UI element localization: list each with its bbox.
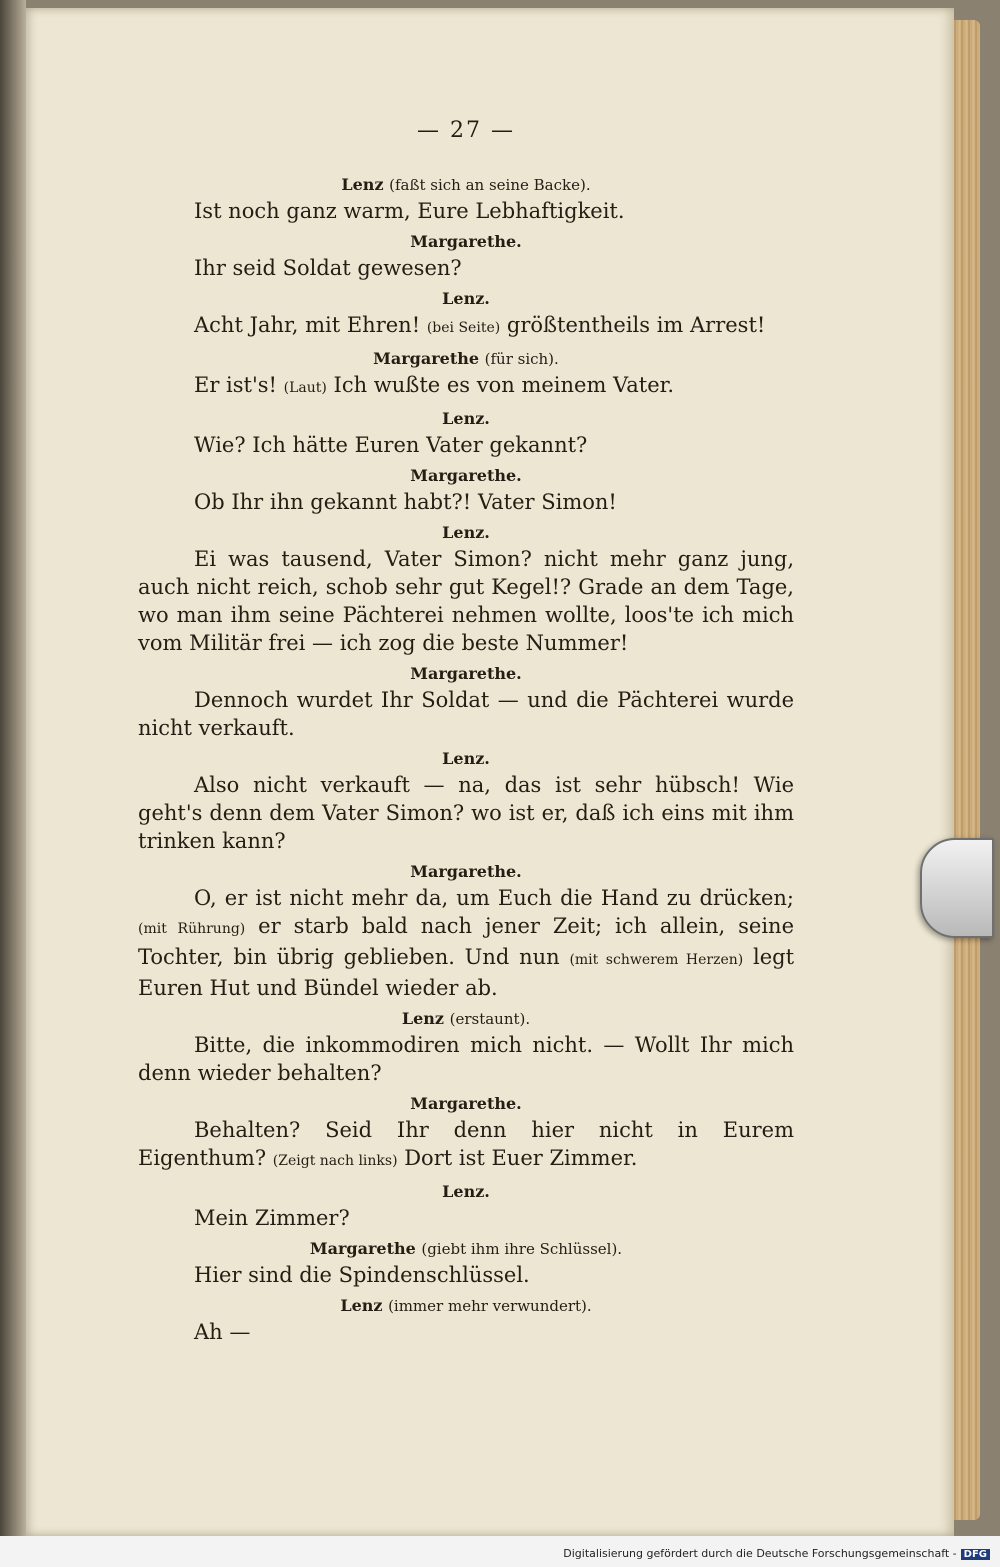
spoken-line: Ob Ihr ihn gekannt habt?! Vater Simon!	[194, 490, 617, 514]
speaker-name: Lenz	[340, 1296, 383, 1315]
dialogue-block	[138, 747, 794, 855]
speaker-heading: Lenz.	[442, 749, 490, 768]
speaker-name: Margarethe	[373, 349, 480, 368]
speaker-heading: Lenz.	[442, 409, 490, 428]
dfg-logo: DFG	[961, 1549, 990, 1560]
stage-direction: (immer mehr verwundert).	[388, 1297, 592, 1315]
speaker-heading: Lenz.	[442, 289, 490, 308]
stage-direction: (mit schwerem Herzen)	[569, 952, 744, 968]
spoken-line	[138, 884, 794, 1002]
line-text: Ich wußte es von meinem Vater.	[326, 373, 675, 397]
digitization-credit	[563, 1547, 990, 1560]
spoken-line	[138, 371, 794, 402]
speaker-heading: Margarethe.	[410, 862, 522, 881]
dialogue-block	[138, 347, 794, 402]
stage-direction: (giebt ihm ihre Schlüssel).	[421, 1240, 623, 1258]
dialogue-block	[138, 1180, 794, 1232]
spoken-line: Ihr seid Soldat gewesen?	[194, 256, 462, 280]
stage-direction: (bei Seite)	[426, 320, 501, 336]
spoken-line: Ei was tausend, Vater Simon? nicht mehr ganz jung, auch nicht reich, schob sehr gut Kegel!? Grade an dem Tage, wo man ihm seine Pächterei nehmen wollte, loos'te ich mich vom Militär frei — ich zog die beste Nummer!	[138, 547, 794, 655]
dialogue-block	[138, 1294, 794, 1346]
speaker-heading	[138, 1007, 794, 1031]
line-text: O, er ist nicht mehr da, um Euch die Hand zu drücken;	[194, 886, 794, 910]
spoken-line: Mein Zimmer?	[194, 1206, 350, 1230]
dialogue-block	[138, 173, 794, 225]
speaker-heading: Margarethe.	[410, 466, 522, 485]
spoken-line	[138, 311, 794, 342]
dialogue-block	[138, 860, 794, 1002]
line-text: Acht Jahr, mit Ehren!	[194, 313, 427, 337]
line-text: Behalten? Seid Ihr denn hier nicht in Eurem Eigenthum?	[138, 1118, 794, 1170]
stage-direction: (Zeigt nach links)	[272, 1153, 398, 1169]
speaker-name: Margarethe	[309, 1239, 416, 1258]
stage-direction: (erstaunt).	[449, 1010, 531, 1028]
speaker-name: Lenz	[341, 175, 384, 194]
line-text: er starb bald nach jener Zeit; ich allein, seine Tochter, bin übrig geblieben. Und nun	[138, 914, 794, 969]
stage-direction: (mit Rührung)	[138, 921, 246, 937]
spoken-line: Dennoch wurdet Ihr Soldat — und die Pächterei wurde nicht verkauft.	[138, 688, 794, 740]
line-text: Dort ist Euer Zimmer.	[397, 1146, 638, 1170]
page-turn-handle[interactable]	[920, 838, 994, 938]
spoken-line	[138, 1116, 794, 1175]
spoken-line: Ah —	[194, 1320, 251, 1344]
dialogue-block	[138, 1092, 794, 1175]
dialogue-block	[138, 662, 794, 742]
spoken-line: Bitte, die inkommodiren mich nicht. — Wollt Ihr mich denn wieder behalten?	[138, 1033, 794, 1085]
speaker-heading: Margarethe.	[410, 1094, 522, 1113]
line-text: größtentheils im Arrest!	[500, 313, 766, 337]
page-text	[138, 118, 794, 1351]
speaker-heading	[138, 173, 794, 197]
speaker-heading: Lenz.	[442, 523, 490, 542]
line-text: legt Euren Hut und Bündel wieder ab.	[138, 945, 795, 1000]
line-text: Er ist's!	[194, 373, 284, 397]
scan-background-left	[0, 0, 26, 1567]
speaker-heading	[138, 1294, 794, 1318]
dialogue-block	[138, 464, 794, 516]
spoken-line: Ist noch ganz warm, Eure Lebhaftigkeit.	[194, 199, 625, 223]
speaker-heading: Lenz.	[442, 1182, 490, 1201]
speaker-heading	[138, 1237, 794, 1261]
stage-direction: (faßt sich an seine Backe).	[389, 176, 591, 194]
dialogue-block	[138, 1007, 794, 1087]
dialogue-block	[138, 287, 794, 342]
speaker-heading: Margarethe.	[410, 232, 522, 251]
spoken-line: Hier sind die Spindenschlüssel.	[194, 1263, 530, 1287]
dialogue-block	[138, 230, 794, 282]
dialogue-block	[138, 521, 794, 657]
speaker-heading: Margarethe.	[410, 664, 522, 683]
dialogue-block	[138, 1237, 794, 1289]
speaker-heading	[138, 347, 794, 371]
stage-direction: (Laut)	[283, 380, 327, 396]
page-number: — 27 —	[417, 118, 515, 143]
speaker-name: Lenz	[401, 1009, 445, 1028]
credit-text: Digitalisierung gefördert durch die Deutsche Forschungsgemeinschaft -	[563, 1547, 957, 1560]
book-page-edges	[950, 20, 980, 1520]
stage-direction: (für sich).	[484, 350, 559, 368]
spoken-line: Also nicht verkauft — na, das ist sehr hübsch! Wie geht's denn dem Vater Simon? wo ist er, daß ich eins mit ihm trinken kann?	[138, 773, 794, 853]
dialogue-block	[138, 407, 794, 459]
spoken-line: Wie? Ich hätte Euren Vater gekannt?	[194, 433, 588, 457]
